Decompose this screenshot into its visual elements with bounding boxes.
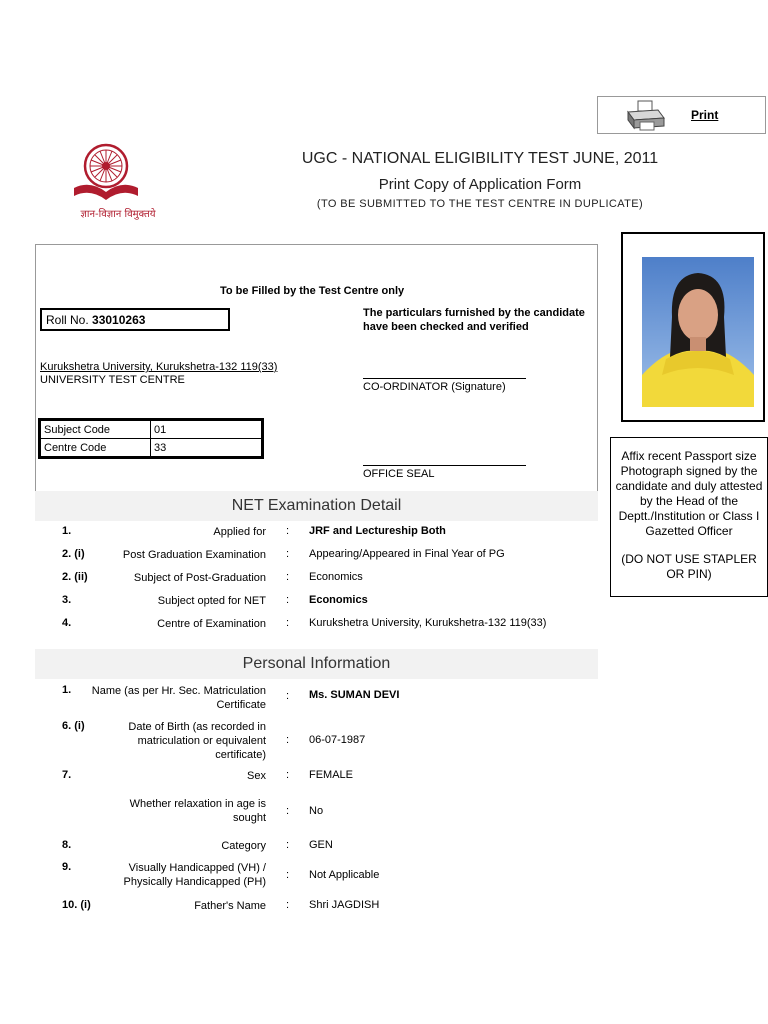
- photo-warning-text: (DO NOT USE STAPLER OR PIN): [621, 552, 757, 581]
- row-value: Appearing/Appeared in Final Year of PG: [309, 548, 505, 560]
- row-colon: :: [286, 594, 290, 606]
- row-value: Economics: [309, 594, 368, 606]
- subject-code-value: 01: [151, 421, 262, 439]
- logo-motto: ज्ञान-विज्ञान विमुक्तये: [80, 209, 156, 220]
- ugc-emblem-icon: [68, 140, 168, 206]
- row-colon: :: [286, 617, 290, 629]
- row-label: Name (as per Hr. Sec. Matriculation Certificate: [91, 685, 266, 711]
- candidate-photo: [642, 257, 754, 407]
- roll-number-label: Roll No.: [46, 313, 89, 327]
- row-label: Date of Birth (as recorded in matriculation or equivalent certificate): [128, 721, 266, 761]
- print-box: [597, 96, 766, 134]
- row-colon: :: [286, 548, 290, 560]
- table-row: [41, 439, 262, 457]
- photo-instruction-text: Affix recent Passport size Photograph signed by the candidate and duly attested by the Head of the Deptt./Institution or Class I Gazetted Officer: [615, 449, 763, 538]
- row-value: Ms. SUMAN DEVI: [309, 689, 400, 701]
- row-value: No: [309, 805, 324, 817]
- office-seal-label: OFFICE SEAL: [363, 468, 435, 480]
- row-number: 2. (ii): [62, 571, 88, 583]
- page-subtitle: Print Copy of Application Form: [378, 176, 582, 193]
- row-label: Sex: [247, 770, 266, 782]
- centre-address: Kurukshetra University, Kurukshetra-132 119(33): [40, 361, 278, 373]
- seal-line: [363, 465, 526, 466]
- ugc-logo: [68, 140, 168, 224]
- row-number: 2. (i): [62, 548, 85, 560]
- row-value: Kurukshetra University, Kurukshetra-132 119(33): [309, 617, 547, 629]
- photo-frame: [621, 232, 765, 422]
- table-row: [41, 421, 262, 439]
- row-colon: :: [286, 805, 290, 817]
- row-colon: :: [286, 769, 290, 781]
- row-number: 9.: [62, 861, 72, 873]
- verification-statement: The particulars furnished by the candidate have been checked and verified: [363, 307, 585, 333]
- subject-code-label: Subject Code: [41, 421, 151, 439]
- row-colon: :: [286, 734, 290, 746]
- row-value: Economics: [309, 571, 363, 583]
- photo-instructions: [610, 437, 768, 597]
- row-label: Visually Handicapped (VH) / Physically Handicapped (PH): [123, 862, 266, 888]
- row-colon: :: [286, 525, 290, 537]
- row-value: GEN: [309, 839, 333, 851]
- test-centre-heading: To be Filled by the Test Centre only: [220, 285, 405, 297]
- row-colon: :: [286, 839, 290, 851]
- centre-code-value: 33: [151, 439, 262, 457]
- row-label: Subject opted for NET: [157, 595, 266, 607]
- row-label: Post Graduation Examination: [122, 549, 266, 561]
- printer-icon[interactable]: [624, 100, 666, 132]
- net-section-heading: NET Examination Detail: [35, 491, 598, 521]
- row-number: 4.: [62, 617, 72, 629]
- row-value: 06-07-1987: [309, 734, 366, 746]
- coordinator-signature-line: [363, 378, 526, 379]
- row-label: Subject of Post-Graduation: [133, 572, 266, 584]
- row-label: Applied for: [213, 526, 266, 538]
- row-value: Shri JAGDISH: [309, 899, 380, 911]
- row-number: 10. (i): [62, 899, 91, 911]
- row-number: 8.: [62, 839, 72, 851]
- row-value: JRF and Lectureship Both: [309, 525, 446, 537]
- row-label: Father's Name: [194, 900, 266, 912]
- row-value: Not Applicable: [309, 869, 380, 881]
- row-number: 7.: [62, 769, 72, 781]
- row-label: Centre of Examination: [157, 618, 266, 630]
- row-number: 3.: [62, 594, 72, 606]
- code-table: [40, 420, 262, 457]
- personal-section-heading: Personal Information: [35, 649, 598, 679]
- roll-number-box: [40, 308, 230, 331]
- row-colon: :: [286, 571, 290, 583]
- row-number: 1.: [62, 684, 72, 696]
- print-link[interactable]: Print: [691, 108, 719, 122]
- coordinator-label: CO-ORDINATOR (Signature): [363, 381, 506, 393]
- row-number: 6. (i): [62, 720, 85, 732]
- page-title: UGC - NATIONAL ELIGIBILITY TEST JUNE, 2011: [301, 150, 659, 167]
- row-label: Whether relaxation in age is sought: [129, 798, 266, 824]
- row-colon: :: [286, 899, 290, 911]
- roll-number-value: 33010263: [92, 313, 146, 327]
- row-label: Category: [221, 840, 266, 852]
- page-note: (TO BE SUBMITTED TO THE TEST CENTRE IN DUPLICATE): [316, 198, 644, 210]
- row-colon: :: [286, 690, 290, 702]
- row-number: 1.: [62, 525, 72, 537]
- centre-type: UNIVERSITY TEST CENTRE: [40, 374, 185, 386]
- row-colon: :: [286, 869, 290, 881]
- centre-code-label: Centre Code: [41, 439, 151, 457]
- row-value: FEMALE: [309, 769, 354, 781]
